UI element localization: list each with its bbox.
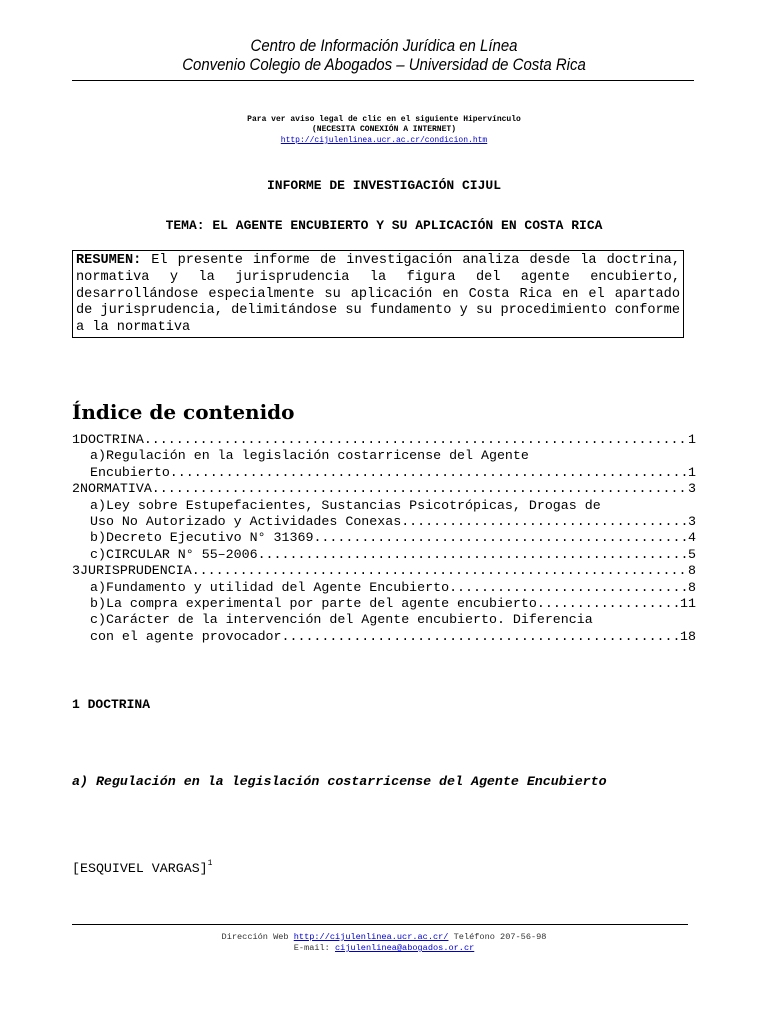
header-line-2: Convenio Colegio de Abogados – Universidad de Costa Rica [182, 55, 586, 74]
header-divider [72, 80, 694, 81]
summary-paragraph [76, 253, 680, 337]
toc-entry-ley-estupefacientes-cont[interactable] [72, 514, 696, 530]
legal-notice-link[interactable]: http://cijulenlinea.ucr.ac.cr/condicion.htm [280, 136, 488, 145]
footer-line-2 [0, 943, 768, 953]
toc-entry-page: 1 [688, 432, 696, 447]
footer-web-link[interactable]: http://cijulenlinea.ucr.ac.cr/ [293, 932, 449, 942]
toc-entry-normativa[interactable] [72, 481, 696, 497]
toc-entry-page: 4 [688, 530, 696, 546]
toc-entry-text: a)Ley sobre Estupefacientes, Sustancias Psicotrópicas, Drogas de [90, 497, 601, 513]
toc-entry-caracter[interactable] [72, 612, 696, 628]
section-heading-doctrina: 1 DOCTRINA [72, 697, 151, 712]
toc-entry-fundamento[interactable] [72, 580, 696, 596]
subsection-heading-regulacion: a) Regulación en la legislación costarricense del Agente Encubierto [72, 774, 607, 789]
toc-entry-regulacion[interactable] [72, 448, 696, 464]
summary-label: RESUMEN: [76, 253, 142, 268]
footer-email-link[interactable]: cijulenlinea@abogados.or.cr [335, 943, 475, 953]
footer-line-1 [0, 932, 768, 942]
toc-entry-text: 3JURISPRUDENCIA ..... [72, 563, 688, 579]
toc-entry-text: b)La compra experimental por parte del agente encubierto ..... [90, 596, 680, 612]
toc-entry-caracter-cont[interactable] [72, 629, 696, 645]
header-line-1: Centro de Información Jurídica en Línea [250, 36, 518, 55]
toc-entry-compra-experimental[interactable] [72, 596, 696, 612]
toc-entry-page: 18 [680, 628, 696, 644]
toc-entry-page: 8 [688, 579, 696, 595]
toc-entry-ley-estupefacientes[interactable] [72, 498, 696, 514]
toc-entry-page: 5 [688, 546, 696, 562]
toc-entry-text: 2NORMATIVA ..... [72, 481, 688, 497]
footer-email-label: E-mail: [293, 943, 330, 953]
toc-entry-page: 3 [688, 513, 696, 529]
toc-entry-text: b)Decreto Ejecutivo N° 31369 ..... [90, 530, 688, 546]
toc-entry-page: 1 [688, 464, 696, 480]
legal-notice-line-2: (NECESITA CONEXIÓN A INTERNET) [311, 125, 457, 134]
citation [72, 861, 212, 876]
summary-box [72, 250, 684, 338]
toc-entry-doctrina[interactable] [72, 432, 696, 448]
citation-author: [ESQUIVEL VARGAS] [72, 861, 208, 876]
toc-entry-circular[interactable] [72, 547, 696, 563]
summary-text: El presente informe de investigación analiza desde la doctrina, normativa y la jurisprudencia la figura del agente encubierto, desarrollándose especialmente su aplicación en Costa Rica en el apartado de jurisprudencia, delimitándose su fundamento y su procedimiento conforme a la normativa [76, 253, 680, 336]
toc-entry-text: con el agente provocador ..... [90, 629, 680, 645]
toc-entry-text: c)CIRCULAR N° 55–2006 ..... [90, 547, 688, 563]
footer-phone: Teléfono 207-56-98 [453, 932, 547, 942]
toc-heading: Índice de contenido [72, 400, 295, 424]
toc-entry-jurisprudencia[interactable] [72, 563, 696, 579]
footer-divider [182, 924, 688, 925]
footnote-marker[interactable]: 1 [207, 859, 213, 868]
toc-entry-text: a)Fundamento y utilidad del Agente Encubierto ..... [90, 580, 688, 596]
toc-entry-text: c)Carácter de la intervención del Agente encubierto. Diferencia [90, 612, 593, 628]
report-title: INFORME DE INVESTIGACIÓN CIJUL [266, 178, 502, 193]
toc-entry-page: 3 [688, 481, 696, 497]
toc-entry-page: 11 [680, 595, 696, 611]
toc-entry-text: a)Regulación en la legislación costarricense del Agente [90, 448, 529, 464]
toc-entry-text: Encubierto ..... [90, 465, 688, 481]
toc-entry-page: 8 [688, 563, 696, 579]
toc-entry-text: Uso No Autorizado y Actividades Conexas ..... [90, 514, 688, 530]
table-of-contents [72, 432, 696, 645]
footer-web-label: Dirección Web [221, 932, 289, 942]
footnote-separator [72, 924, 182, 925]
legal-notice-line-1: Para ver aviso legal de clic en el siguiente Hipervínculo [247, 115, 521, 124]
toc-entry-decreto[interactable] [72, 530, 696, 546]
toc-entry-text: 1DOCTRINA ..... [72, 432, 688, 448]
toc-entry-regulacion-cont[interactable] [72, 465, 696, 481]
report-topic: TEMA: EL AGENTE ENCUBIERTO Y SU APLICACIÓN EN COSTA RICA [165, 218, 603, 233]
